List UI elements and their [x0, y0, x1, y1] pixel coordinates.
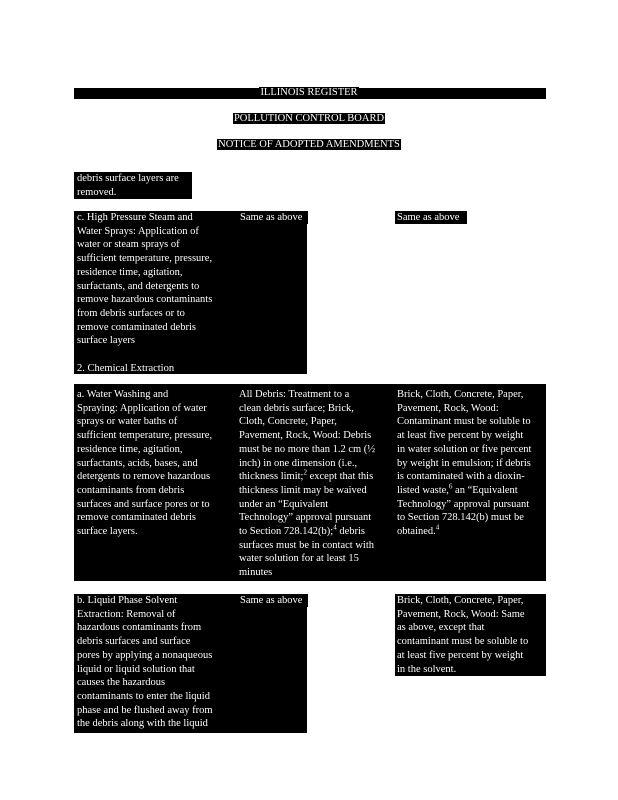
- row-a-col3: Brick, Cloth, Concrete, Paper, Pavement, Rock, Wood: Contaminant must be soluble to at least five percent by weight in water solution or five percent by weight in emulsion; if debris is contaminated with a dioxin- listed waste,$^6$ an “Equivalent Technology” approval pursuant to Section 728.142(b) must be obtained.$^4$: [397, 389, 532, 538]
- row-a-col1: a. Water Washing and Spraying: Application of water sprays or water baths of sufficient temperature, pressure, residence time, agitation, surfactants, acids, bases, and detergents to remove hazardous contaminants from debris surfaces and surface pores or to remove contaminated debris surface layers.: [77, 389, 213, 538]
- notice-title: NOTICE OF ADOPTED AMENDMENTS: [218, 139, 400, 150]
- row-b-col1: b. Liquid Phase Solvent Extraction: Removal of hazardous contaminants from debris surfaces and surface pores by applying a nonaqueous liquid or liquid solution that causes the hazardous contaminants to enter the liquid phase and be flushed away from the debris along with the liquid: [77, 595, 213, 730]
- top-fragment-text: debris surface layers are removed.: [77, 173, 179, 198]
- register-title: ILLINOIS REGISTER: [260, 87, 358, 98]
- section-2-heading: 2. Chemical Extraction: [77, 363, 175, 374]
- board-title: POLLUTION CONTROL BOARD: [233, 113, 385, 124]
- row-c-col3: Same as above: [397, 212, 460, 223]
- row-c-col2: Same as above: [240, 212, 303, 223]
- row-c-col1: c. High Pressure Steam and Water Sprays: Application of water or steam sprays of sufficient temperature, pressure, residence time, agitation, surfactants, and detergents to remove hazardous contaminants from debris surfaces or to remove contaminated debris surface layers: [77, 212, 213, 347]
- row-b-col2: Same as above: [240, 595, 303, 606]
- row-a-col2: All Debris: Treatment to a clean debris surface; Brick, Cloth, Concrete, Paper, Pavement, Rock, Wood: Debris must be no more than 1.2 cm (½ inch) in one dimension (i.e., thickness limit;$^2$ except that this thickness limit may be waived under an “Equivalent Technology” approval pursuant to Section 728.142(b);$^4$ debris surfaces must be in contact with water solution for at least 15 minutes: [239, 389, 376, 579]
- row-b-col3: Brick, Cloth, Concrete, Paper, Pavement, Rock, Wood: Same as above, except that contaminant must be soluble to at least five percent by weight in the solvent.: [397, 595, 529, 675]
